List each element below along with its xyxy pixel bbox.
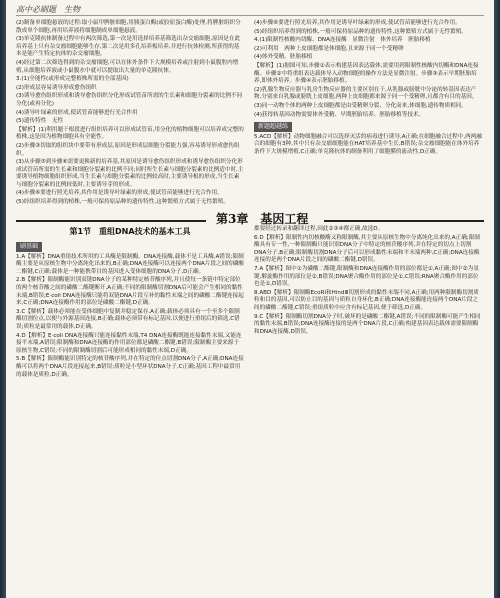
paragraph: (3)单克隆抗体制备过程中有两次筛选,第一次是用选择培养基筛选出杂交瘤细胞,原因是在此培养基上只有杂交瘤细胞能够生存,第二次是用多孔培养板培养,并进行抗体检测,所获得的基本是能产生特定抗体的杂交瘤细胞。: [16, 36, 241, 58]
paragraph: (5)遗传特性 无性: [16, 118, 64, 125]
left-column-bottom: [16, 240, 244, 596]
paragraph: 【解析】(1)利用题干根段进行组织培养可以形成试管苗,用分化的植物细胞可以培养成完整的植株,这是因为植物细胞具有全能性。: [16, 126, 244, 141]
paragraph: (5)经组织培养得到的植株,一般可保持原品种的遗传特性,这种繁殖方式属于无性繁殖。: [16, 199, 229, 206]
paragraph: (2)步骤③切取的组织块中要带有形成层,原因是形成层细胞分裂能力强,容易诱导形成愈伤组织。: [16, 142, 240, 157]
paragraph: 8.ABD【解析】限制酶EcoRⅠ和HindⅢ切割形成的黏性末端不同,A正确;用两种限制酶切割质粒和目的基因,可以防止目的基因与质粒自身环化,B正确;DNA连接酶能连接两个DNA片段之间的磷酸二酯键,C错误;重组质粒中应含有标记基因,便于筛选,D正确。: [254, 289, 479, 311]
paragraph: 5.B【解析】限制酶能识别特定的核苷酸序列,并在特定的位点切割DNA分子,A正确;DNA连接酶可以将两个DNA片段连接起来,B错误;质粒是小型环状DNA分子,C正确;基因工程中最常用的载体是质粒,D正确。: [16, 356, 244, 378]
chapter-rule-right: [324, 220, 484, 222]
paragraph: (3)同一动物个体的两种上皮细胞都是由受精卵分裂、分化而来,体细胞,遗传物质相同。: [254, 102, 467, 109]
paragraph: 4.D【解析】E·coli DNA连接酶只能连接黏性末端,T4 DNA连接酶既能连接黏性末端,又能连接平末端,A错误;限制酶和DNA连接酶的作用部位都是磷酸二酯键,B错误;限制酶主要来源于原核生物,C错误;不同的限制酶切割后可能形成相同的黏性末端,D正确。: [16, 332, 242, 354]
paragraph: 2.B【解析】限制酶能识别双链DNA分子的某种特定核苷酸序列,并且使每一条链中特定部位的两个核苷酸之间的磷酸二酯键断开,A正确;不同的限制酶切割DNA后可能会产生相同的黏性末端,B错误;E·coli DNA连接酶只能将双链DNA片段互补的黏性末端之间的磷酸二酯键连接起来,C正确;DNA连接酶作用的部位是磷酸二酯键,D正确。: [16, 277, 244, 307]
section-tag-new-questions: 新题超越练: [254, 122, 292, 132]
paragraph: (2)可利用 两种上皮细胞都是体细胞,且来源于同一个受精卵: [254, 45, 404, 52]
paragraph: 3.(1)全能性(或形成完整植株所需的全部基因): [16, 76, 129, 83]
paragraph: 9.C【解析】限制酶切割DNA分子时,破坏的是磷酸二酯键,A错误;不同的限制酶可能产生相同的黏性末端,B错误;DNA连接酶连接的是两个DNA片段,C正确;构建基因表达载体需要限制酶和DNA连接酶,D错误。: [254, 313, 481, 335]
paragraph: 1.A【解析】DNA重组技术所用的工具酶是限制酶、DNA连接酶,载体不是工具酶,A错误;限制酶主要是从原核生物中分离纯化出来的,B正确;DNA连接酶可以连接两个DNA片段之间的磷酸二酯键,C正确;载体是一种能携带目的基因进入受体细胞的DNA分子,D正确。: [16, 253, 244, 275]
paragraph: (4)经过第二次筛选得到的杂交瘤细胞,可以在体外条件下大规模培养或注射到小鼠腹腔内增殖,从细胞培养液或小鼠腹水中就可以提取出大量的单克隆抗体。: [16, 59, 239, 74]
paragraph: (2)形成层容易诱导形成愈伤组织: [16, 84, 97, 91]
book-page: [6, 0, 494, 598]
page-header: 高中必刷题 生物: [16, 5, 80, 14]
paragraph: (4)步骤⑥要进行照光培养,其作用是诱导叶绿素的形成,使试管苗能够进行光合作用。: [254, 20, 461, 26]
left-column-top: [16, 20, 248, 218]
section-tag-basics: 刷基础: [16, 242, 42, 252]
header-rule: [16, 15, 484, 16]
paragraph: (2)制备单细胞悬液的过程:取小鼠甲脾脏细胞,用胰蛋白酶(或胶原蛋白酶)处理,将脾脏组织分散成单个细胞,再用培养液将细胞制成单细胞悬液。: [16, 20, 241, 34]
paragraph: 都要经过转录和翻译过程,因此②③④都正确,故选D。: [254, 226, 384, 232]
chapter-rule-left: [16, 220, 206, 222]
paragraph: (5)经组织培养得到的植株,一般可保持原品种的遗传特性,这种繁殖方式属于无性繁殖。: [254, 28, 467, 35]
paragraph: (2)乳腺生物反应器与乳房生物反应器的主要区别在于,从乳腺或膀胱中分泌的转基因表达产物,分别来自乳腺或膀胱上皮细胞,两种上皮细胞都来源于同一个受精卵,且都含有目的基因。: [254, 86, 478, 101]
paragraph: (4)体外受精、胚胎移植: [254, 54, 313, 61]
paragraph: 6.D【解析】限制性内切核酸酶又称限制酶,其主要从原核生物中分离纯化出来的,A正确;限制酶具有专一性,一种限制酶只能识别DNA分子中特定的核苷酸序列,并在特定的切点上切割DNA分子,B正确;限制酶切割DNA分子后可以形成黏性末端和平末端两种,C正确;DNA连接酶连接的是两个DNA片段之间的磷酸二酯键,D错误。: [254, 234, 480, 264]
paragraph: (3)从步骤⑤到步骤⑥需要更换新的培养基,其原因是诱导愈伤组织形成和诱导愈伤组织分化形成试管苗所需的生长素和细胞分裂素的比例不同;同时所生长素与细胞分裂素的比例适中时,主要诱导植物细胞组织形成,当生长素与细胞分裂素的比例较高时,主要诱导根的形成,当生长素与细胞分裂素的比例较低时,主要诱导芽的形成。: [16, 159, 244, 188]
right-column-bottom: [254, 226, 482, 596]
paragraph: 4.(1)限制性核酸内切酶、DNA连接酶 显微注射 体外培养 胚胎移植: [254, 37, 431, 44]
paragraph: (4)诱导叶绿素的形成,使试管苗能够进行光合作用: [16, 109, 138, 116]
paragraph: 7.A【解析】图中①为磷酸二酯键,限制酶和DNA连接酶作用的部位都是①,A正确;图中②为氢键,解旋酶作用的部位是②,B错误;DNA聚合酶作用的部位是①,C错误;RNA聚合酶作用的部位也是①,D错误。: [254, 265, 479, 288]
right-column-top: [254, 20, 482, 218]
chapter-title: 第3章 基因工程: [216, 212, 309, 226]
section-title: 第1节 重组DNA技术的基本工具: [69, 227, 191, 236]
paragraph: 【解析】(1)据图可知,步骤①表示构建基因表达载体,需要用到限制性核酸内切酶和DNA连接酶。步骤②中将重组表达载体导入动物细胞的操作方法是显微注射。步骤③表示早期胚胎培养,即体外培养。步骤④表示胚胎移植。: [254, 62, 479, 85]
paragraph: (3)诱导愈伤组织形成和诱导愈伤组织分化形成试管苗所需的生长素和细胞分裂素的比例不同 分化(或再分化): [16, 93, 248, 107]
paragraph: 3.C【解析】载体必须能在受体细胞中复制并稳定保存,A正确;载体必须具有一个至多个限制酶切割位点,以便与外源基因连接,B正确;载体必须带有标记基因,以便进行重组后的筛选,C错误;质粒是最常用的载体,D正确。: [16, 308, 240, 330]
paragraph: 5.ACD【解析】动物细胞融合可以选择灭活的病毒进行诱导,A正确;在细胞融合过程中,两两融合的细胞有3种,其中只有杂交瘤细胞能在HAT培养基中生长,B错误;杂交瘤细胞能在体外培养条件下大规模增殖,C正确;单克隆抗体的制备利用了细胞膜的流动性,D正确。: [254, 133, 482, 155]
paragraph: (4)获得转基因动物需要体外受精、早期胚胎培养、胚胎移植等技术。: [254, 111, 425, 118]
paragraph: (4)步骤⑥要进行照光培养,其作用是诱导叶绿素的形成,使试管苗能够进行光合作用。: [16, 190, 223, 197]
book-spine-right: [494, 0, 500, 598]
